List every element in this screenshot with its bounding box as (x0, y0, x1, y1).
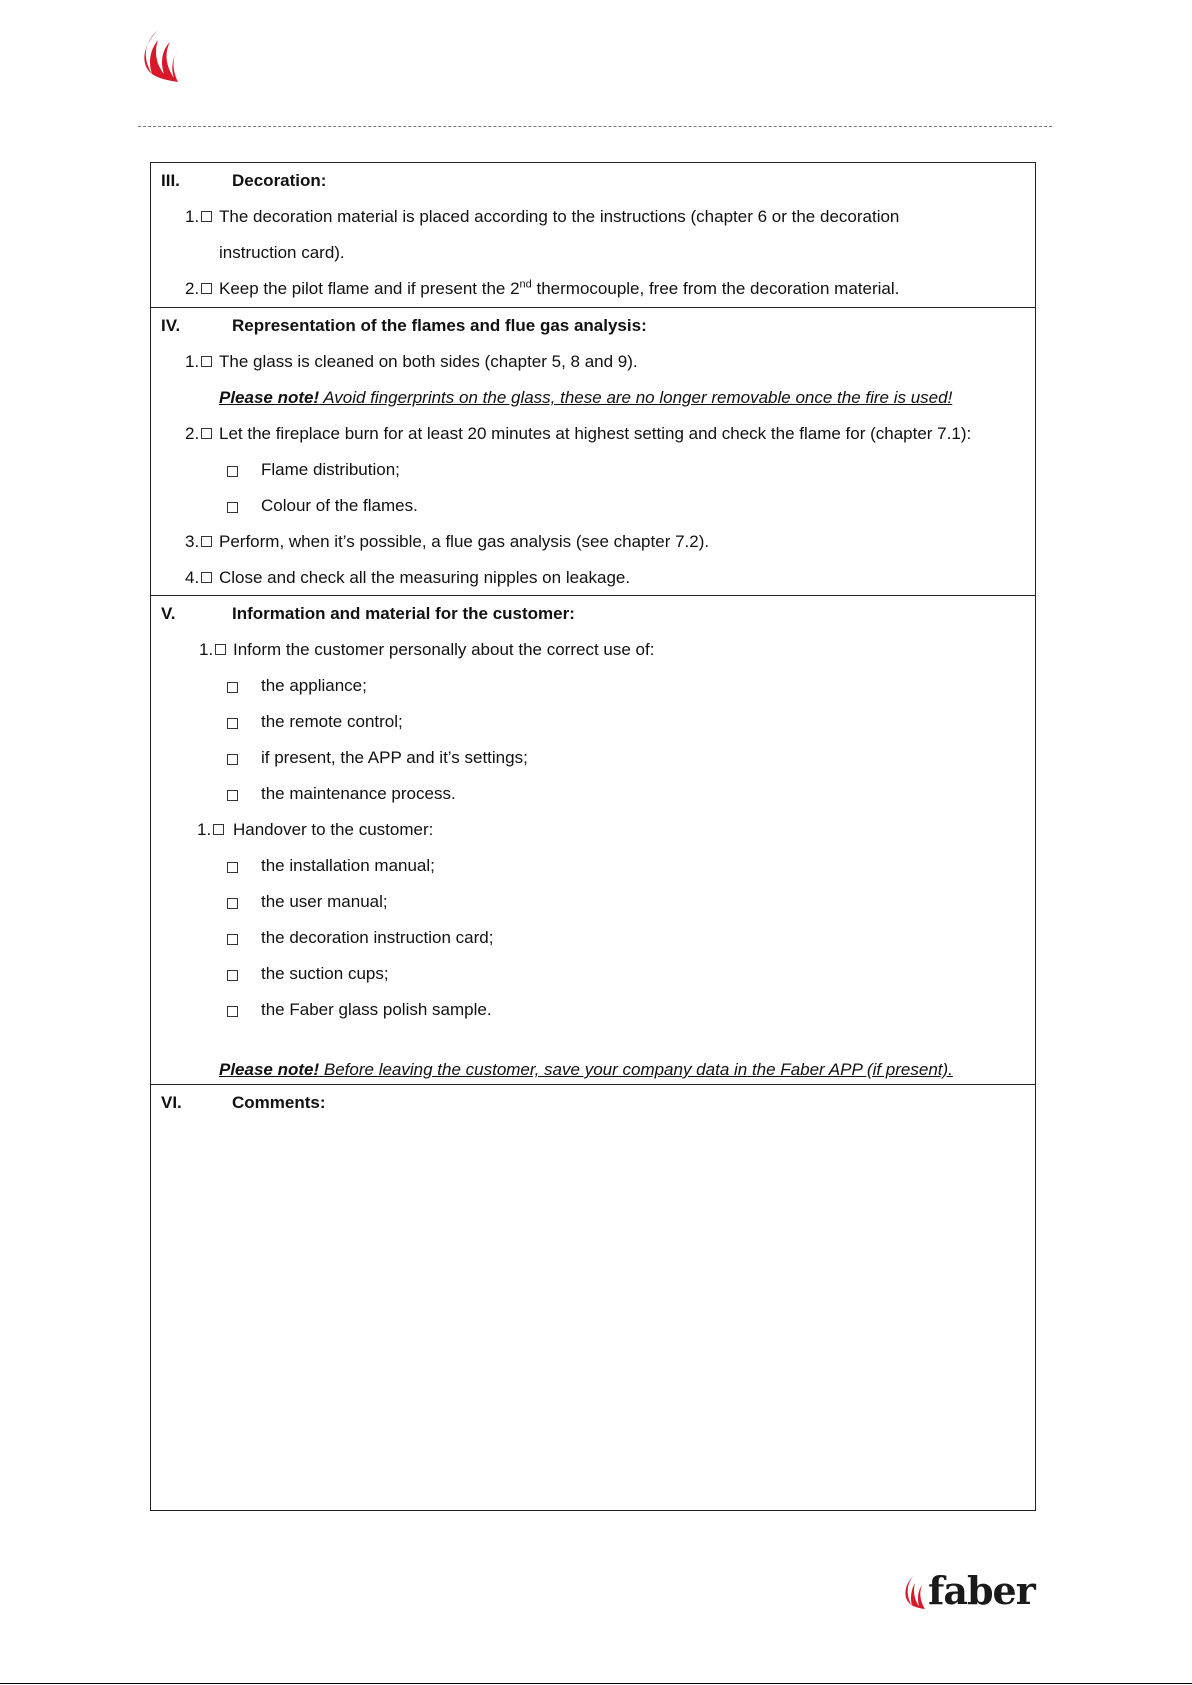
sub-check-item: the remote control; (151, 704, 1035, 740)
flame-logo-icon (138, 28, 184, 84)
sub-check-item: the installation manual; (151, 848, 1035, 884)
checklist-item: 1. The decoration material is placed according to the instructions (chapter 6 or the decoration (151, 199, 1035, 235)
page-edge-line (0, 1683, 1192, 1684)
comments-area[interactable] (151, 1125, 1035, 1510)
checklist-item: 1. Inform the customer personally about the correct use of: (151, 632, 1035, 668)
brand-wordmark: faber (928, 1568, 1035, 1613)
item-text: Keep the pilot flame and if present the 2nd thermocouple, free from the decoration material. (219, 278, 900, 298)
faber-logo (904, 1568, 1035, 1616)
item-text-continued: instruction card). (219, 243, 345, 262)
section-title: Comments: (232, 1093, 326, 1112)
checkbox[interactable] (201, 283, 212, 294)
checkbox[interactable] (227, 862, 238, 873)
checkbox[interactable] (227, 934, 238, 945)
sub-check-item: the appliance; (151, 668, 1035, 704)
section-decoration (151, 163, 1035, 307)
sub-check-item: the maintenance process. (151, 776, 1035, 812)
checkbox[interactable] (201, 211, 212, 222)
section-title: Representation of the flames and flue gas analysis: (232, 316, 647, 335)
section-numeral: IV. (161, 316, 181, 335)
checklist-item: 1. Handover to the customer: (151, 812, 1035, 848)
please-note: Please note! Avoid fingerprints on the glass, these are no longer removable once the fire is used! (219, 388, 953, 407)
flame-icon (904, 1574, 928, 1612)
checkbox[interactable] (227, 1006, 238, 1017)
sub-check-item: the decoration instruction card; (151, 920, 1035, 956)
please-note: Please note! Before leaving the customer, save your company data in the Faber APP (if present). (219, 1060, 953, 1079)
sub-check-item: the suction cups; (151, 956, 1035, 992)
checklist-item: 4. Close and check all the measuring nipples on leakage. (151, 560, 1035, 596)
item-text: Close and check all the measuring nipples on leakage. (219, 568, 631, 587)
item-text: The decoration material is placed according to the instructions (chapter 6 or the decoration (219, 207, 900, 226)
section-numeral: III. (161, 171, 180, 190)
section-numeral: V. (161, 604, 176, 623)
section-numeral: VI. (161, 1093, 182, 1112)
checklist-item: 3. Perform, when it’s possible, a flue gas analysis (see chapter 7.2). (151, 524, 1035, 560)
checkbox[interactable] (215, 644, 226, 655)
item-text: Handover to the customer: (233, 820, 434, 839)
section-title: Decoration: (232, 171, 327, 190)
sub-check-item: the user manual; (151, 884, 1035, 920)
sub-check-item: Colour of the flames. (151, 488, 1035, 524)
checkbox[interactable] (227, 754, 238, 765)
checkbox[interactable] (227, 502, 238, 513)
checkbox[interactable] (213, 824, 224, 835)
checkbox[interactable] (227, 466, 238, 477)
checkbox[interactable] (227, 718, 238, 729)
checklist-item: 1. The glass is cleaned on both sides (chapter 5, 8 and 9). (151, 344, 1035, 380)
checklist-item: 2. Keep the pilot flame and if present the 2nd thermocouple, free from the decoration material. (151, 271, 1035, 307)
section-title: Information and material for the customer: (232, 604, 575, 623)
item-text: The glass is cleaned on both sides (chapter 5, 8 and 9). (219, 352, 638, 371)
item-text: Perform, when it’s possible, a flue gas analysis (see chapter 7.2). (219, 532, 710, 551)
checkbox[interactable] (227, 898, 238, 909)
checkbox[interactable] (201, 572, 212, 583)
checkbox[interactable] (201, 428, 212, 439)
checkbox[interactable] (227, 970, 238, 981)
checkbox[interactable] (201, 536, 212, 547)
checklist-item: 2. Let the fireplace burn for at least 20 minutes at highest setting and check the flame for (chapter 7.1): (151, 416, 1035, 452)
section-flames (151, 307, 1035, 596)
header-divider (138, 126, 1052, 127)
item-text: Inform the customer personally about the correct use of: (233, 640, 655, 659)
section-comments (151, 1084, 1035, 1510)
item-text: Let the fireplace burn for at least 20 minutes at highest setting and check the flame for (chapter 7.1): (219, 424, 972, 443)
section-customer (151, 595, 1035, 1085)
checkbox[interactable] (227, 682, 238, 693)
commissioning-checklist (150, 162, 1036, 1511)
sub-check-item: if present, the APP and it’s settings; (151, 740, 1035, 776)
sub-check-item: the Faber glass polish sample. (151, 992, 1035, 1028)
checkbox[interactable] (201, 356, 212, 367)
checkbox[interactable] (227, 790, 238, 801)
sub-check-item: Flame distribution; (151, 452, 1035, 488)
